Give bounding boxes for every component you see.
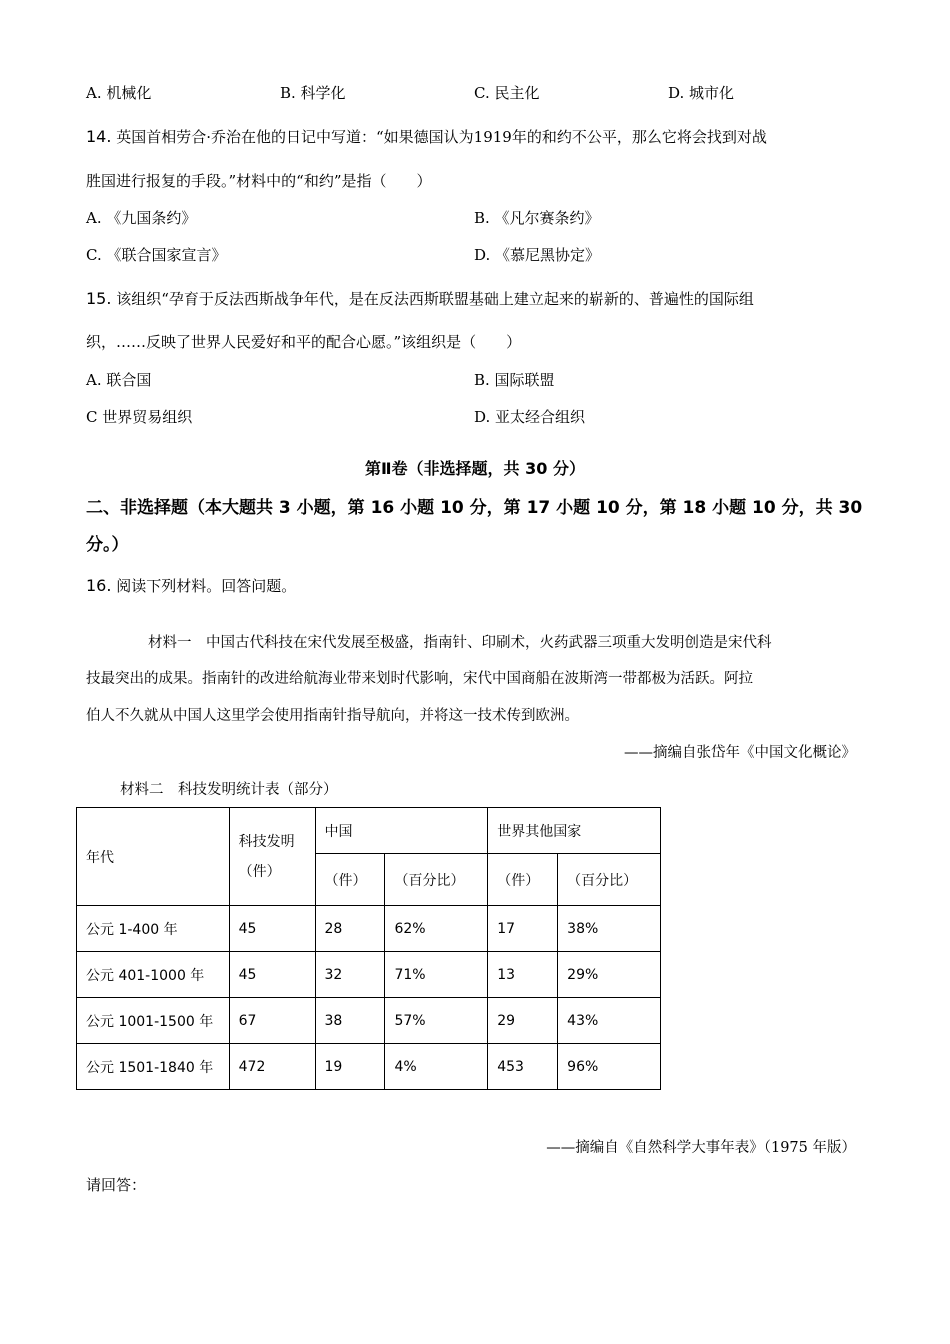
section2-heading-line1: 二、非选择题（本大题共 3 小题，第 16 小题 10 分，第 17 小题 10 分，第 18 小题 10 分，共 30 bbox=[86, 498, 863, 518]
q14-option-a: A. 《九国条约》 bbox=[86, 209, 197, 227]
q16-number: 16. bbox=[86, 576, 112, 595]
q14-option-c: C. 《联合国家宣言》 bbox=[86, 246, 227, 264]
table-row bbox=[77, 906, 661, 952]
header-world: 世界其他国家 bbox=[488, 808, 661, 854]
header-era: 年代 bbox=[77, 808, 230, 906]
q14-text-1: 英国首相劳合·乔治在他的日记中写道：“如果德国认为1919年的和约不公平，那么它将会找到对战 bbox=[116, 128, 767, 146]
header-total-line1: 科技发明 bbox=[238, 833, 295, 850]
material1-line2: 技最突出的成果。指南针的改进给航海业带来划时代影响，宋代中国商船在波斯湾一带都极为活跃。阿拉 bbox=[86, 671, 753, 687]
q14-stem-line1 bbox=[86, 126, 767, 147]
cell-w: 13 bbox=[488, 952, 558, 998]
cell-total: 45 bbox=[229, 952, 315, 998]
q16-stem bbox=[86, 575, 296, 596]
header-total-line2: （件） bbox=[238, 863, 281, 880]
header-w-count: （件） bbox=[488, 854, 558, 906]
q13-option-c: C. 民主化 bbox=[474, 84, 540, 102]
cell-cn-pct: 62% bbox=[385, 906, 488, 952]
cell-w-pct: 29% bbox=[558, 952, 661, 998]
q15-stem-line2: 织，……反映了世界人民爱好和平的配合心愿。”该组织是（ ） bbox=[86, 333, 522, 351]
cell-w-pct: 38% bbox=[558, 906, 661, 952]
cell-era: 公元 1001-1500 年 bbox=[77, 998, 230, 1044]
cell-total: 45 bbox=[229, 906, 315, 952]
q13-option-d: D. 城市化 bbox=[668, 84, 735, 102]
cell-w: 29 bbox=[488, 998, 558, 1044]
section2-title: 第Ⅱ卷（非选择题，共 30 分） bbox=[365, 459, 585, 478]
table-row bbox=[77, 952, 661, 998]
table-row bbox=[77, 1044, 661, 1090]
cell-era: 公元 401-1000 年 bbox=[77, 952, 230, 998]
q15-option-c: C 世界贸易组织 bbox=[86, 408, 193, 426]
section2-heading-line2: 分。） bbox=[86, 535, 129, 555]
invention-stats-table bbox=[76, 807, 661, 1090]
header-china: 中国 bbox=[315, 808, 488, 854]
cell-cn: 19 bbox=[315, 1044, 385, 1090]
cell-cn-pct: 57% bbox=[385, 998, 488, 1044]
q14-option-b: B. 《凡尔赛条约》 bbox=[474, 209, 600, 227]
cell-era: 公元 1501-1840 年 bbox=[77, 1044, 230, 1090]
q15-number: 15. bbox=[86, 289, 112, 308]
cell-cn-pct: 71% bbox=[385, 952, 488, 998]
q16-ask: 请回答： bbox=[86, 1176, 147, 1194]
q15-text-1: 该组织“孕育于反法西斯战争年代，是在反法西斯联盟基础上建立起来的崭新的、普遍性的国际组 bbox=[116, 290, 754, 308]
header-cn-count: （件） bbox=[315, 854, 385, 906]
header-total bbox=[229, 808, 315, 906]
cell-cn: 32 bbox=[315, 952, 385, 998]
cell-total: 67 bbox=[229, 998, 315, 1044]
material1-line3: 伯人不久就从中国人这里学会使用指南针指导航向，并将这一技术传到欧洲。 bbox=[86, 708, 579, 724]
q14-stem-line2: 胜国进行报复的手段。”材料中的“和约”是指（ ） bbox=[86, 172, 432, 190]
q14-option-d: D. 《慕尼黑协定》 bbox=[474, 246, 601, 264]
q15-option-b: B. 国际联盟 bbox=[474, 371, 555, 389]
cell-cn-pct: 4% bbox=[385, 1044, 488, 1090]
cell-cn: 38 bbox=[315, 998, 385, 1044]
material2-source: ——摘编自《自然科学大事年表》（1975 年版） bbox=[546, 1140, 856, 1156]
material1-line1: 材料一 中国古代科技在宋代发展至极盛，指南针、印刷术，火药武器三项重大发明创造是宋代科 bbox=[148, 635, 772, 651]
cell-era: 公元 1-400 年 bbox=[77, 906, 230, 952]
cell-cn: 28 bbox=[315, 906, 385, 952]
q15-option-d: D. 亚太经合组织 bbox=[474, 408, 586, 426]
header-w-pct: （百分比） bbox=[558, 854, 661, 906]
q16-prompt: 阅读下列材料。回答问题。 bbox=[116, 577, 297, 595]
material2-title: 材料二 科技发明统计表（部分） bbox=[120, 782, 338, 798]
cell-total: 472 bbox=[229, 1044, 315, 1090]
cell-w-pct: 96% bbox=[558, 1044, 661, 1090]
table-header-row-1 bbox=[77, 808, 661, 854]
q13-option-b: B. 科学化 bbox=[280, 84, 346, 102]
header-cn-pct: （百分比） bbox=[385, 854, 488, 906]
cell-w-pct: 43% bbox=[558, 998, 661, 1044]
q14-number: 14. bbox=[86, 127, 112, 146]
table-row bbox=[77, 998, 661, 1044]
q15-stem-line1 bbox=[86, 288, 754, 309]
q15-option-a: A. 联合国 bbox=[86, 371, 152, 389]
q13-option-a: A. 机械化 bbox=[86, 84, 152, 102]
material1-source: ——摘编自张岱年《中国文化概论》 bbox=[624, 745, 856, 761]
cell-w: 17 bbox=[488, 906, 558, 952]
cell-w: 453 bbox=[488, 1044, 558, 1090]
